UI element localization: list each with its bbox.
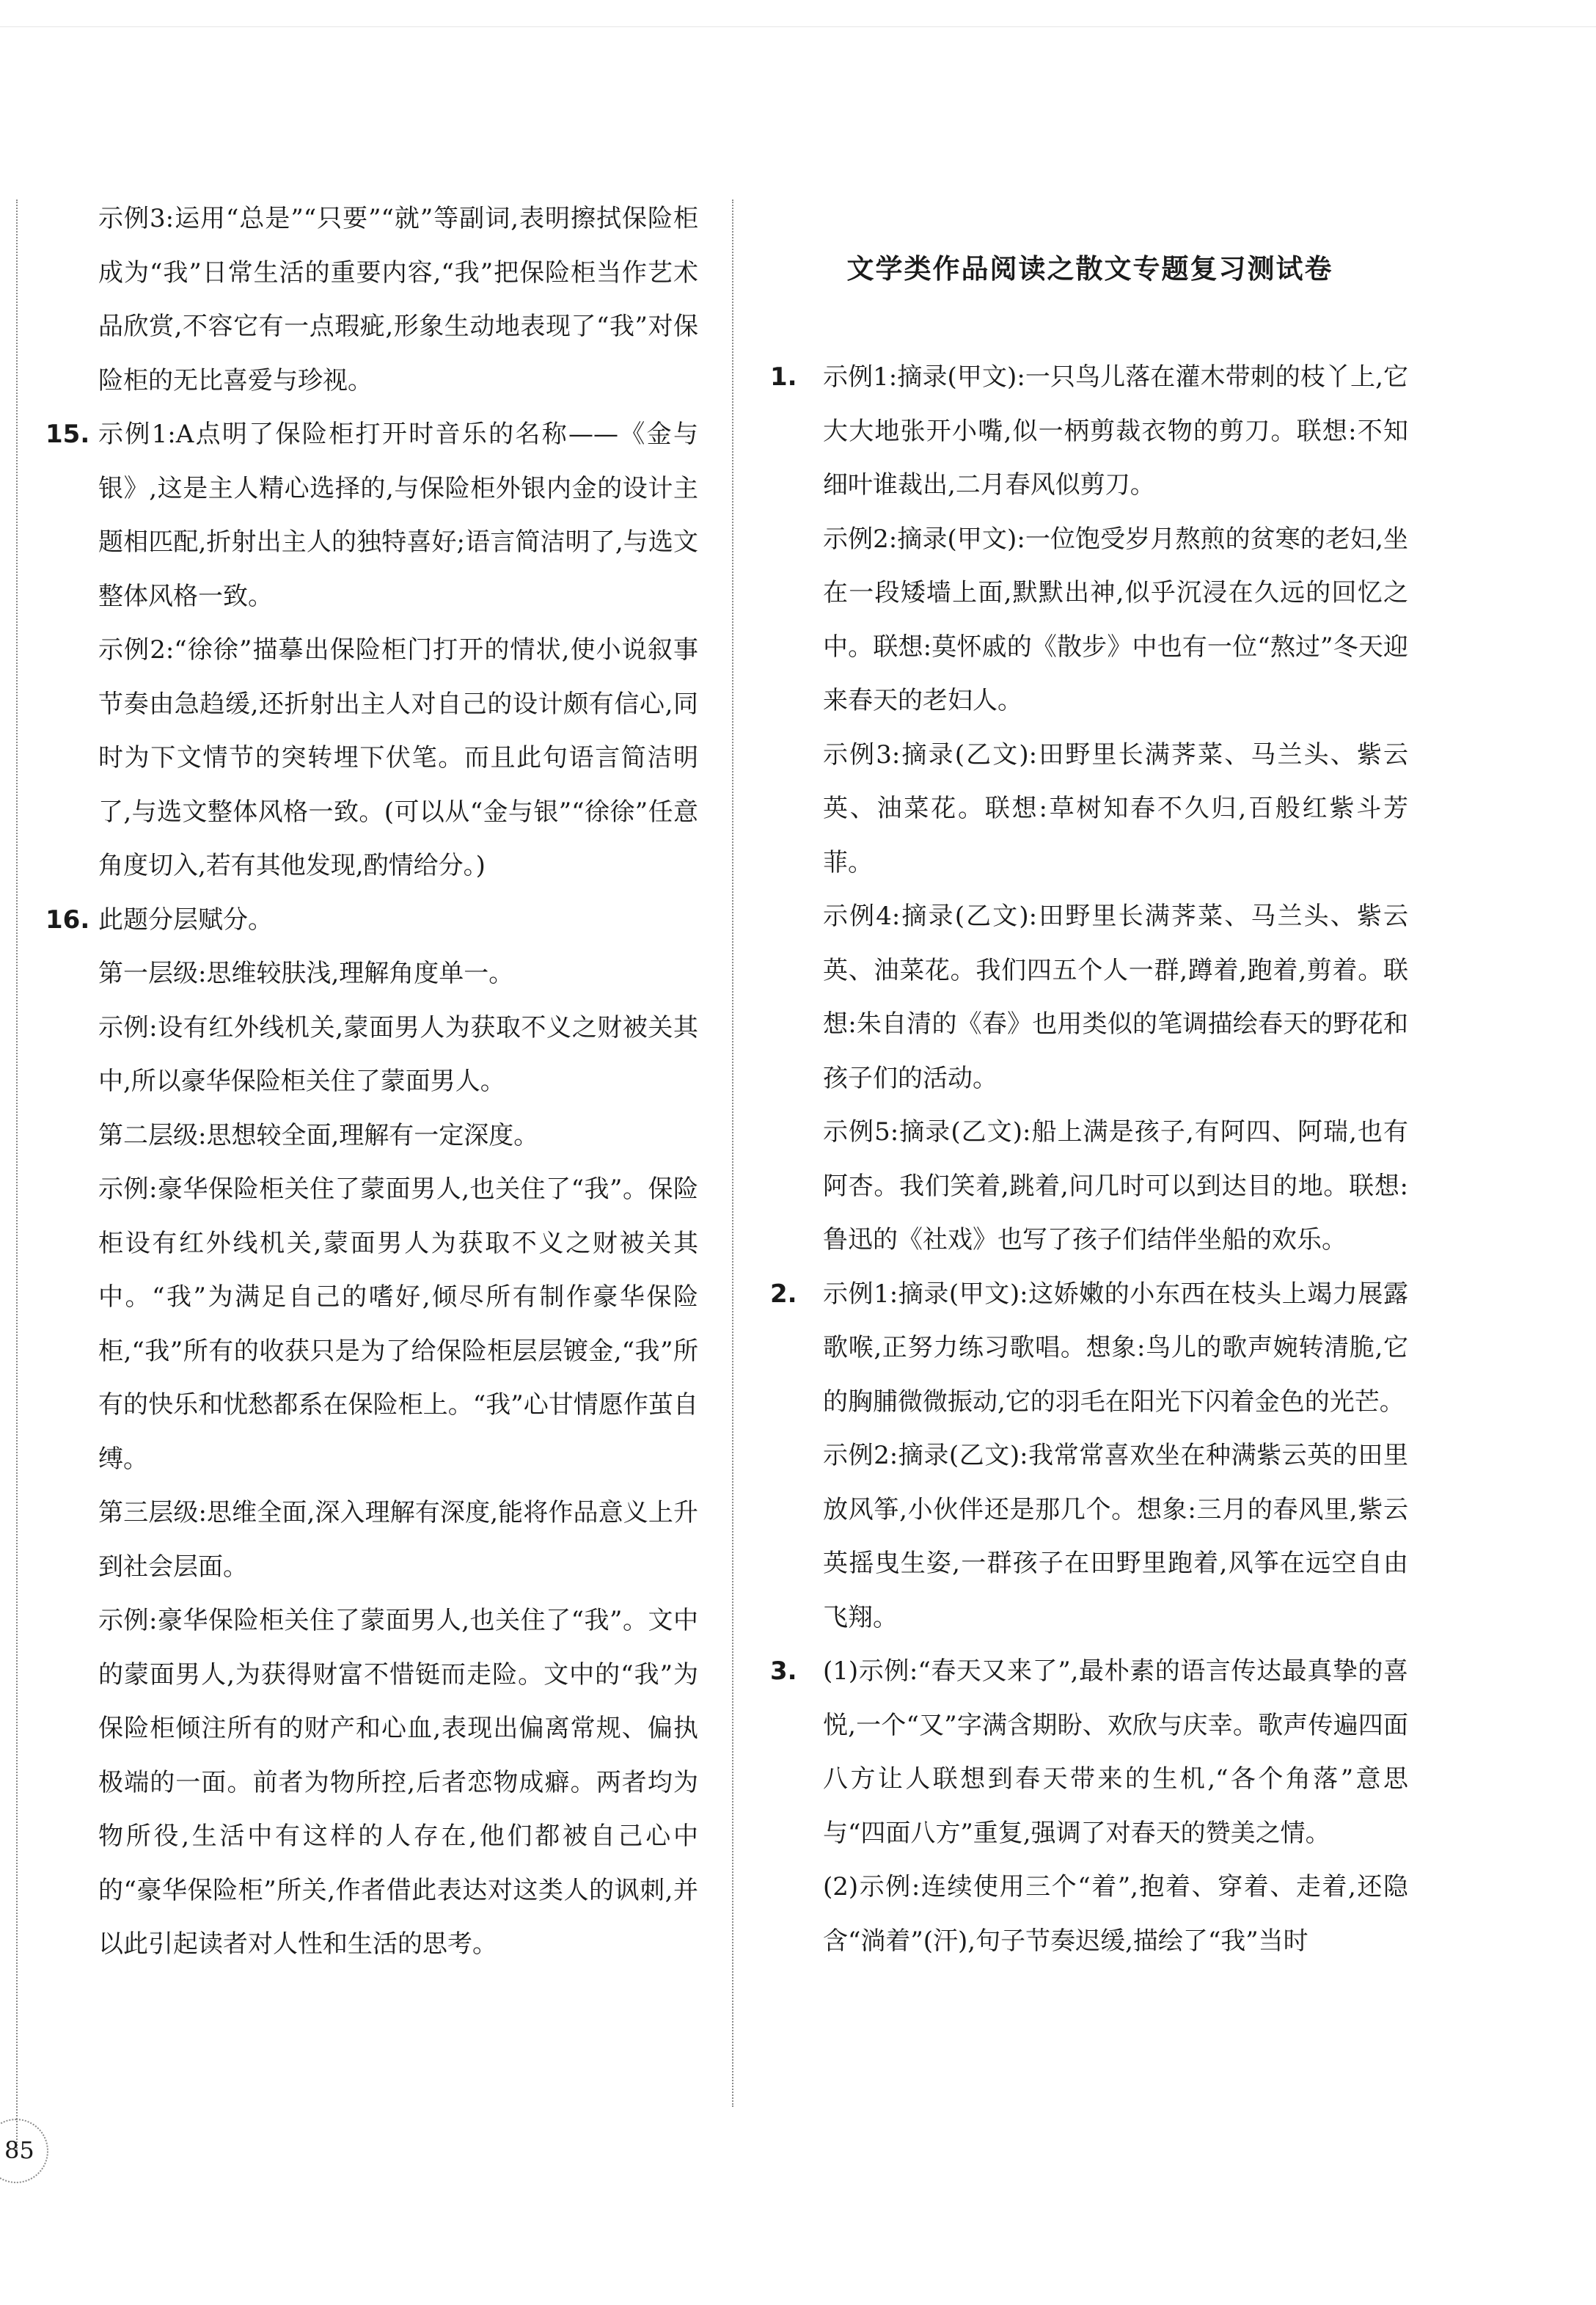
left-column	[45, 192, 698, 1972]
answer-text: 示例4:摘录(乙文):田野里长满荠菜、马兰头、紫云英、油菜花。我们四五个人一群,蹲着,跑着,剪着。联想:朱自清的《春》也用类似的笔调描绘春天的野花和孩子们的活动。	[823, 902, 1408, 1093]
answer-paragraph	[45, 894, 698, 948]
answer-paragraph	[45, 1163, 698, 1486]
answer-paragraph	[45, 192, 698, 408]
answer-text: 第一层级:思维较肤浅,理解角度单一。	[98, 959, 514, 988]
answer-paragraph	[45, 408, 698, 624]
answer-paragraph	[45, 947, 698, 1001]
answer-text: 第二层级:思想较全面,理解有一定深度。	[98, 1120, 539, 1150]
answer-text: 示例:设有红外线机关,蒙面男人为获取不义之财被关其中,所以豪华保险柜关住了蒙面男人。	[98, 1012, 698, 1096]
answer-text: (2)示例:连续使用三个“着”,抱着、穿着、走着,还隐含“淌着”(汗),句子节奏迟缓,描绘了“我”当时	[823, 1872, 1408, 1956]
question-number: 1.	[770, 362, 797, 392]
answer-paragraph	[45, 1594, 698, 1972]
answer-paragraph	[45, 1109, 698, 1164]
question-number: 16.	[45, 905, 90, 935]
answer-paragraph	[770, 1106, 1408, 1268]
column-divider	[732, 200, 733, 2107]
question-number: 15.	[45, 420, 90, 449]
answer-paragraph	[45, 624, 698, 894]
answer-text: 示例1:A点明了保险柜打开时音乐的名称——《金与银》,这是主人精心选择的,与保险柜外银内金的设计主题相匹配,折射出主人的独特喜好;语言简洁明了,与选文整体风格一致。	[98, 420, 698, 611]
answer-text: 示例2:摘录(乙文):我常常喜欢坐在种满紫云英的田里放风筝,小伙伴还是那几个。想象:三月的春风里,紫云英摇曳生姿,一群孩子在田野里跑着,风筝在远空自由飞翔。	[823, 1441, 1408, 1632]
page-number: 85	[4, 2136, 34, 2164]
answer-paragraph	[770, 1429, 1408, 1645]
answer-text: 示例2:“徐徐”描摹出保险柜门打开的情状,使小说叙事节奏由急趋缓,还折射出主人对自己的设计颇有信心,同时为下文情节的突转埋下伏笔。而且此句语言简洁明了,与选文整体风格一致。(可以从“金与银”“徐徐”任意角度切入,若有其他发现,酌情给分。)	[98, 635, 698, 880]
answer-paragraph	[45, 1486, 698, 1594]
left-margin-rule	[16, 200, 18, 2151]
answer-text: 示例5:摘录(乙文):船上满是孩子,有阿四、阿瑞,也有阿杏。我们笑着,跳着,问几时可以到达目的地。联想:鲁迅的《社戏》也写了孩子们结伴坐船的欢乐。	[823, 1117, 1408, 1254]
answer-paragraph	[770, 1860, 1408, 1968]
answer-paragraph	[770, 728, 1408, 891]
top-rule	[0, 26, 1596, 27]
answer-text: 示例3:运用“总是”“只要”“就”等副词,表明擦拭保险柜成为“我”日常生活的重要内容,“我”把保险柜当作艺术品欣赏,不容它有一点瑕疵,形象生动地表现了“我”对保险柜的无比喜爱与珍视。	[98, 204, 698, 395]
answer-paragraph	[770, 513, 1408, 728]
right-column	[770, 351, 1408, 1968]
answer-text: (1)示例:“春天又来了”,最朴素的语言传达最真挚的喜悦,一个“又”字满含期盼、欢欣与庆幸。歌声传遍四面八方让人联想到春天带来的生机,“各个角落”意思与“四面八方”重复,强调了对春天的赞美之情。	[823, 1656, 1408, 1848]
answer-text: 第三层级:思维全面,深入理解有深度,能将作品意义上升到社会层面。	[98, 1498, 698, 1582]
answer-text: 示例3:摘录(乙文):田野里长满荠菜、马兰头、紫云英、油菜花。联想:草树知春不久归,百般红紫斗芳菲。	[823, 739, 1408, 877]
answer-paragraph	[770, 890, 1408, 1106]
answer-text: 示例1:摘录(甲文):一只鸟儿落在灌木带刺的枝丫上,它大大地张开小嘴,似一柄剪裁衣物的剪刀。联想:不知细叶谁裁出,二月春风似剪刀。	[823, 362, 1408, 500]
page-number-badge	[0, 2119, 48, 2183]
answer-text: 示例:豪华保险柜关住了蒙面男人,也关住了“我”。保险柜设有红外线机关,蒙面男人为获取不义之财被关其中。“我”为满足自己的嗜好,倾尽所有制作豪华保险柜,“我”所有的收获只是为了给保险柜层层镀金,“我”所有的快乐和忧愁都系在保险柜上。“我”心甘情愿作茧自缚。	[98, 1175, 698, 1474]
question-number: 3.	[770, 1656, 797, 1686]
question-number: 2.	[770, 1279, 797, 1309]
answer-paragraph	[770, 1645, 1408, 1860]
answer-text: 示例:豪华保险柜关住了蒙面男人,也关住了“我”。文中的蒙面男人,为获得财富不惜铤而走险。文中的“我”为保险柜倾注所有的财产和心血,表现出偏离常规、偏执极端的一面。前者为物所控,后者恋物成癖。两者均为物所役,生活中有这样的人存在,他们都被自己心中的“豪华保险柜”所关,作者借此表达对这类人的讽刺,并以此引起读者对人性和生活的思考。	[98, 1606, 698, 1959]
answer-paragraph	[770, 1268, 1408, 1430]
answer-paragraph	[45, 1001, 698, 1109]
answer-text: 此题分层赋分。	[98, 905, 273, 935]
answer-paragraph	[770, 351, 1408, 513]
answer-text: 示例2:摘录(甲文):一位饱受岁月熬煎的贫寒的老妇,坐在一段矮墙上面,默默出神,似乎沉浸在久远的回忆之中。联想:莫怀戚的《散步》中也有一位“熬过”冬天迎来春天的老妇人。	[823, 524, 1408, 715]
section-title: 文学类作品阅读之散文专题复习测试卷	[846, 253, 1333, 285]
answer-text: 示例1:摘录(甲文):这娇嫩的小东西在枝头上竭力展露歌喉,正努力练习歌唱。想象:鸟儿的歌声婉转清脆,它的胸脯微微振动,它的羽毛在阳光下闪着金色的光芒。	[823, 1279, 1408, 1417]
